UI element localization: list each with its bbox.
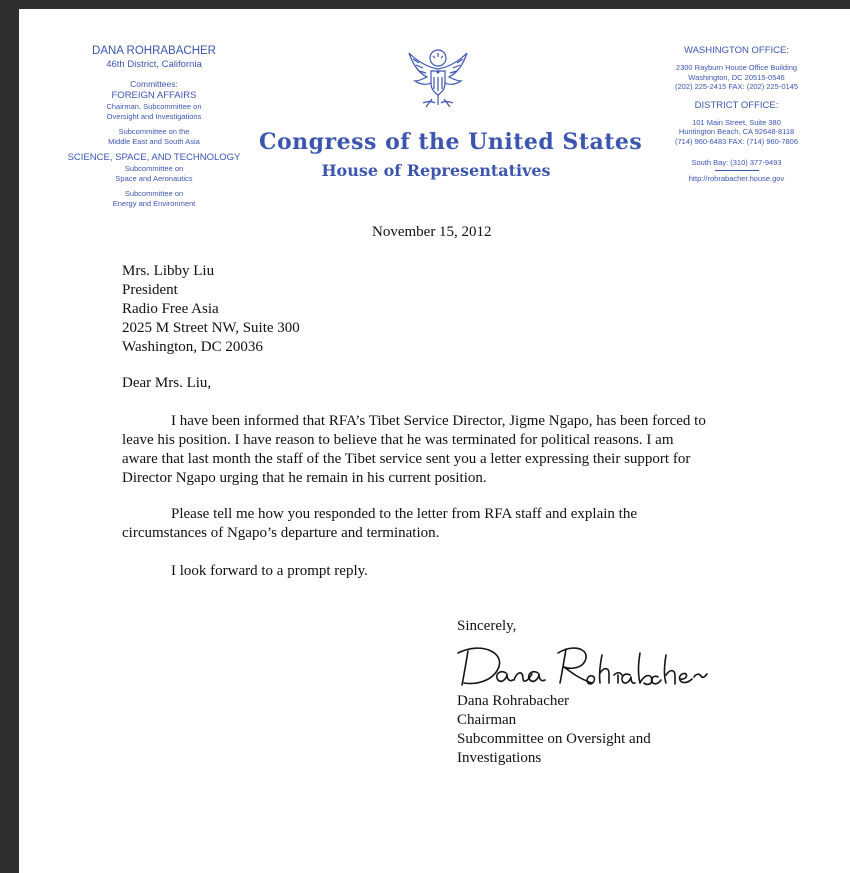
washington-phone-fax: (202) 225-2415 FAX: (202) 225-0145 — [675, 82, 798, 91]
divider — [715, 170, 759, 171]
subcommittee-line: Energy and Environment — [112, 198, 196, 208]
closing: Sincerely, — [457, 618, 517, 634]
signer-committee: Investigations — [457, 750, 542, 766]
district-office-label: DISTRICT OFFICE: — [694, 99, 779, 111]
subcommittee-line: Middle East and South Asia — [108, 136, 200, 146]
house-title: House of Representatives — [321, 161, 551, 180]
recipient-name: Mrs. Libby Liu — [122, 263, 215, 279]
congress-title: Congress of the United States — [259, 129, 643, 155]
district-address-line: 101 Main Street, Suite 380 — [692, 117, 781, 127]
recipient-address — [122, 262, 300, 357]
washington-address-line: Washington, DC 20515-0546 — [688, 72, 785, 82]
handwritten-signature — [454, 639, 724, 691]
district: 46th District, California — [106, 59, 202, 70]
district-address-line: Huntington Beach, CA 92648-8118 — [678, 127, 795, 136]
paragraph-line: I look forward to a prompt reply. — [171, 563, 368, 579]
recipient-organization: Radio Free Asia — [122, 301, 219, 317]
subcommittee-line: Space and Aeronautics — [115, 173, 193, 183]
recipient-title: President — [122, 282, 178, 298]
subcommittee-line: Subcommittee on — [124, 189, 184, 198]
signer-title: Chairman — [457, 712, 517, 728]
paragraph-2 — [122, 505, 782, 543]
recipient-street: 2025 M Street NW, Suite 300 — [122, 320, 300, 336]
signer-committee: Subcommittee on Oversight and — [457, 731, 651, 747]
letter-date: November 15, 2012 — [372, 224, 492, 240]
subcommittee-line: Chairman, Subcommittee on — [106, 102, 202, 111]
paragraph-line: Please tell me how you responded to the letter from RFA staff and explain the — [171, 506, 638, 522]
paragraph-line: I have been informed that RFA’s Tibet Service Director, Jigme Ngapo, has been forced to — [171, 413, 706, 429]
paragraph-line: Director Ngapo urging that he remain in his current position. — [122, 470, 487, 486]
district-phone-fax: (714) 960-6483 FAX: (714) 960-7806 — [675, 136, 798, 146]
paragraph-line: leave his position. I have reason to believe that he was terminated for political reasons. I am — [122, 432, 674, 448]
committees-label: Committees: — [130, 79, 178, 89]
recipient-city: Washington, DC 20036 — [122, 339, 263, 355]
washington-address-line: 2300 Rayburn House Office Building — [675, 63, 798, 72]
paragraph-line: circumstances of Ngapo’s departure and termination. — [122, 525, 440, 541]
subcommittee-line: Subcommittee on the — [118, 127, 190, 136]
washington-office-label: WASHINGTON OFFICE: — [683, 45, 790, 56]
salutation: Dear Mrs. Liu, — [122, 375, 212, 391]
subcommittee-line: Subcommittee on — [124, 164, 184, 173]
letterhead-right — [654, 45, 819, 183]
signature-block — [457, 692, 651, 768]
letterhead-left — [49, 45, 259, 208]
paragraph-1 — [122, 412, 782, 488]
website-link[interactable]: http://rohrabacher.house.gov — [688, 173, 785, 183]
eagle-seal-icon — [405, 47, 471, 113]
subcommittee-line: Oversight and Investigations — [106, 111, 202, 121]
committee-science: SCIENCE, SPACE, AND TECHNOLOGY — [67, 152, 241, 163]
paragraph-line: aware that last month the staff of the Tibet service sent you a letter expressing their support for — [122, 451, 691, 467]
letter-page — [19, 9, 850, 873]
signer-name: Dana Rohrabacher — [457, 693, 570, 709]
member-name: DANA ROHRABACHER — [92, 45, 216, 57]
paragraph-3 — [122, 562, 782, 581]
committee-foreign-affairs: FOREIGN AFFAIRS — [111, 90, 197, 101]
south-bay-phone: South Bay: (310) 377-9493 — [691, 158, 782, 167]
